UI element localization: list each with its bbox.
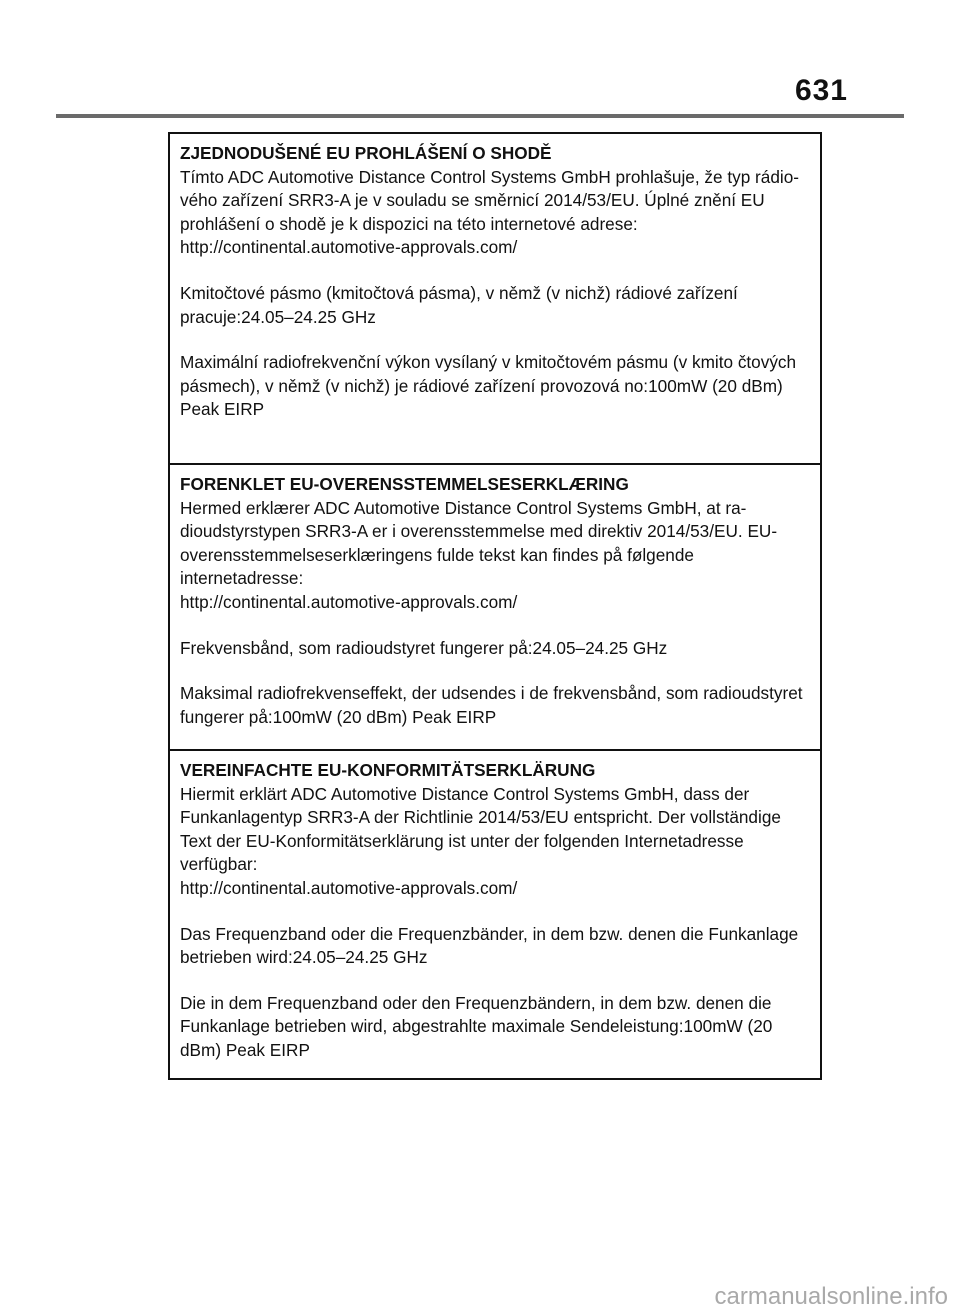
section-frequency: Das Frequenzband oder die Frequenzbänder, in dem bzw. denen die Funkanlage betrieben wird:24.05–24.25 GHz xyxy=(180,923,799,968)
section-title: VEREINFACHTE EU-KONFORMITÄTSERKLÄRUNG xyxy=(180,760,596,780)
section-title: FORENKLET EU-OVERENSSTEMMELSESERKLÆRING xyxy=(180,474,629,494)
section-czech xyxy=(170,134,820,463)
section-intro: Hiermit erklärt ADC Automotive Distance Control Systems GmbH, dass der Funkanlagentyp SRR3-A der Richtlinie 2014/53/EU entspricht. Der vollständige Text der EU-Konformitätserklärung ist unter der folgenden Internetadresse verfügbar: xyxy=(180,783,781,875)
section-url: http://continental.automotive-approvals.com/ xyxy=(180,591,518,612)
section-intro: Hermed erklærer ADC Automotive Distance Control Systems GmbH, at ra-dioudstyrstypen SRR3-A er i overensstemmelse med direktiv 2014/53/EU. EU-overensstemmelseserklæringens fulde tekst kan findes på følgende internetadresse: xyxy=(180,497,778,589)
section-url: http://continental.automotive-approvals.com/ xyxy=(180,877,518,898)
section-frequency: Kmitočtové pásmo (kmitočtová pásma), v němž (v nichž) rádiové zařízení pracuje:24.05–24.25 GHz xyxy=(180,282,738,327)
section-power: Maximální radiofrekvenční výkon vysílaný v kmitočtovém pásmu (v kmito čtových pásmech), v němž (v nichž) je rádiové zařízení provozová no:100mW (20 dBm) Peak EIRP xyxy=(180,352,797,420)
page-number: 631 xyxy=(794,74,848,107)
section-power: Die in dem Frequenzband oder den Frequenzbändern, in dem bzw. denen die Funkanlage betrieben wird, abgestrahlte maximale Sendeleistung:100mW (20 dBm) Peak EIRP xyxy=(180,992,773,1060)
footer-watermark: carmanualsonline.info xyxy=(714,1283,948,1310)
section-url: http://continental.automotive-approvals.com/ xyxy=(180,237,518,258)
header-rule xyxy=(56,114,904,118)
section-power: Maksimal radiofrekvenseffekt, der udsendes i de frekvensbånd, som radioudstyret fungerer på:100mW (20 dBm) Peak EIRP xyxy=(180,683,803,727)
section-german xyxy=(170,749,820,1078)
section-intro: Tímto ADC Automotive Distance Control Systems GmbH prohlašuje, že typ rádio-vého zařízení SRR3-A je v souladu se směrnicí 2014/53/EU. Úplné znění EU prohlášení o shodě je k dispozici na této internetové adrese: xyxy=(180,166,799,234)
section-frequency: Frekvensbånd, som radioudstyret fungerer på:24.05–24.25 GHz xyxy=(180,637,668,658)
declaration-table xyxy=(168,132,822,1080)
section-danish xyxy=(170,463,820,749)
section-title: ZJEDNODUŠENÉ EU PROHLÁŠENÍ O SHODĚ xyxy=(180,143,552,163)
